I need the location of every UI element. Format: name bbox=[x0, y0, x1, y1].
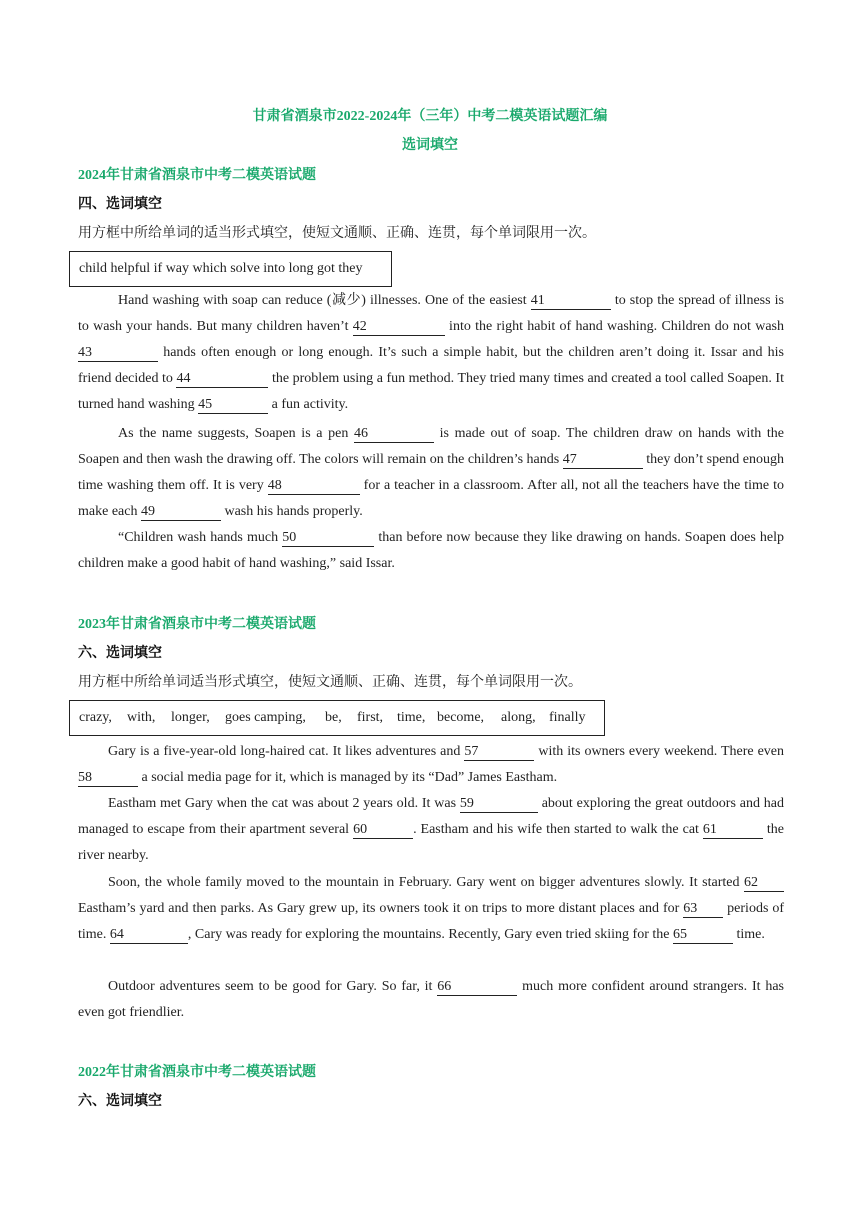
paragraph-2024-2: As the name suggests, Soapen is a pen 46 is made out of soap. The children draw on hands with the Soapen and then wash the drawing off. The colors will remain on the children’s hands 47 they don’t spend enough time washing them off. It is very 48 for a teacher in a classroom. After all, not all the teachers have the time to make each 49 wash his hands properly. bbox=[78, 426, 785, 519]
section-label-2023: 六、选词填空 bbox=[78, 646, 162, 661]
word-box-item: first, bbox=[357, 710, 384, 725]
paragraph-2023-1: Gary is a five-year-old long-haired cat. It likes adventures and 57 with its owners every weekend. There even 58 a social media page for it, which is managed by its “Dad” James Eastham. bbox=[78, 744, 784, 785]
section-heading-2023: 2023年甘肃省酒泉市中考二模英语试题 bbox=[78, 617, 316, 632]
blank-59[interactable]: 59 bbox=[460, 796, 538, 813]
blank-42[interactable]: 42 bbox=[353, 319, 445, 336]
blank-66[interactable]: 66 bbox=[437, 979, 517, 996]
word-box-item: longer, bbox=[171, 710, 210, 725]
blank-63[interactable]: 63 bbox=[683, 901, 723, 918]
instruction-2023: 用方框中所给单词适当形式填空，使短文通顺、正确、连贯，每个单词限用一次。 bbox=[78, 675, 582, 690]
word-box-item: become, bbox=[437, 710, 485, 725]
document-subtitle: 选词填空 bbox=[402, 138, 458, 153]
word-box-item: goes camping, bbox=[225, 710, 306, 725]
word-box-2023 bbox=[69, 700, 605, 736]
section-label-2024: 四、选词填空 bbox=[78, 197, 162, 212]
blank-47[interactable]: 47 bbox=[563, 452, 643, 469]
word-box-item: along, bbox=[501, 710, 536, 725]
instruction-2024: 用方框中所给单词的适当形式填空，使短文通顺、正确、连贯，每个单词限用一次。 bbox=[78, 226, 596, 241]
section-heading-2024: 2024年甘肃省酒泉市中考二模英语试题 bbox=[78, 168, 316, 183]
blank-50[interactable]: 50 bbox=[282, 530, 374, 547]
word-box-item: finally bbox=[549, 710, 586, 725]
word-box-item: time, bbox=[397, 710, 426, 725]
blank-44[interactable]: 44 bbox=[176, 371, 268, 388]
blank-45[interactable]: 45 bbox=[198, 397, 268, 414]
blank-64[interactable]: 64 bbox=[110, 927, 188, 944]
blank-57[interactable]: 57 bbox=[464, 744, 534, 761]
word-box-item: with, bbox=[127, 710, 156, 725]
blank-49[interactable]: 49 bbox=[141, 504, 221, 521]
blank-60[interactable]: 60 bbox=[353, 822, 413, 839]
word-box-item: be, bbox=[325, 710, 342, 725]
document-title: 甘肃省酒泉市2022-2024年（三年）中考二模英语试题汇编 bbox=[252, 109, 608, 124]
blank-62[interactable]: 62 bbox=[744, 875, 784, 892]
paragraph-2023-2: Eastham met Gary when the cat was about 2 years old. It was 59 about exploring the great outdoors and had managed to escape from their apartment several 60 . Eastham and his wife then started to walk the cat 61 the river nearby. bbox=[78, 796, 784, 863]
blank-41[interactable]: 41 bbox=[531, 293, 611, 310]
section-label-2022: 六、选词填空 bbox=[78, 1094, 162, 1109]
word-box-item: crazy, bbox=[79, 710, 112, 725]
blank-61[interactable]: 61 bbox=[703, 822, 763, 839]
blank-65[interactable]: 65 bbox=[673, 927, 733, 944]
paragraph-2023-4: Outdoor adventures seem to be good for Gary. So far, it 66 much more confident around strangers. It has even got friendlier. bbox=[78, 979, 784, 1020]
paragraph-2023-3: Soon, the whole family moved to the mountain in February. Gary went on bigger adventures slowly. It started 62 Eastham’s yard and then parks. As Gary grew up, its owners took it on trips to more distant places and for 63 periods of time. 64 , Cary was ready for exploring the mountains. Recently, Gary even tried skiing for the 65 time. bbox=[78, 875, 784, 942]
blank-46[interactable]: 46 bbox=[354, 426, 434, 443]
paragraph-2024-1: Hand washing with soap can reduce (减少) illnesses. One of the easiest 41 to stop the spread of illness is to wash your hands. But many children haven’t 42 into the right habit of hand washing. Children do not wash 43 hands often enough or long enough. It’s such a simple habit, but the children aren’t doing it. Issar and his friend decided to 44 the problem using a fun method. They tried many times and created a tool called Soapen. It turned hand washing 45 a fun activity. bbox=[78, 293, 784, 412]
word-box-2024: child helpful if way which solve into long got they bbox=[69, 251, 392, 287]
paragraph-2024-3: “Children wash hands much 50 than before now because they like drawing on hands. Soapen does help children make a good habit of hand washing,” said Issar. bbox=[78, 530, 784, 571]
blank-58[interactable]: 58 bbox=[78, 770, 138, 787]
section-heading-2022: 2022年甘肃省酒泉市中考二模英语试题 bbox=[78, 1065, 316, 1080]
blank-48[interactable]: 48 bbox=[268, 478, 360, 495]
blank-43[interactable]: 43 bbox=[78, 345, 158, 362]
